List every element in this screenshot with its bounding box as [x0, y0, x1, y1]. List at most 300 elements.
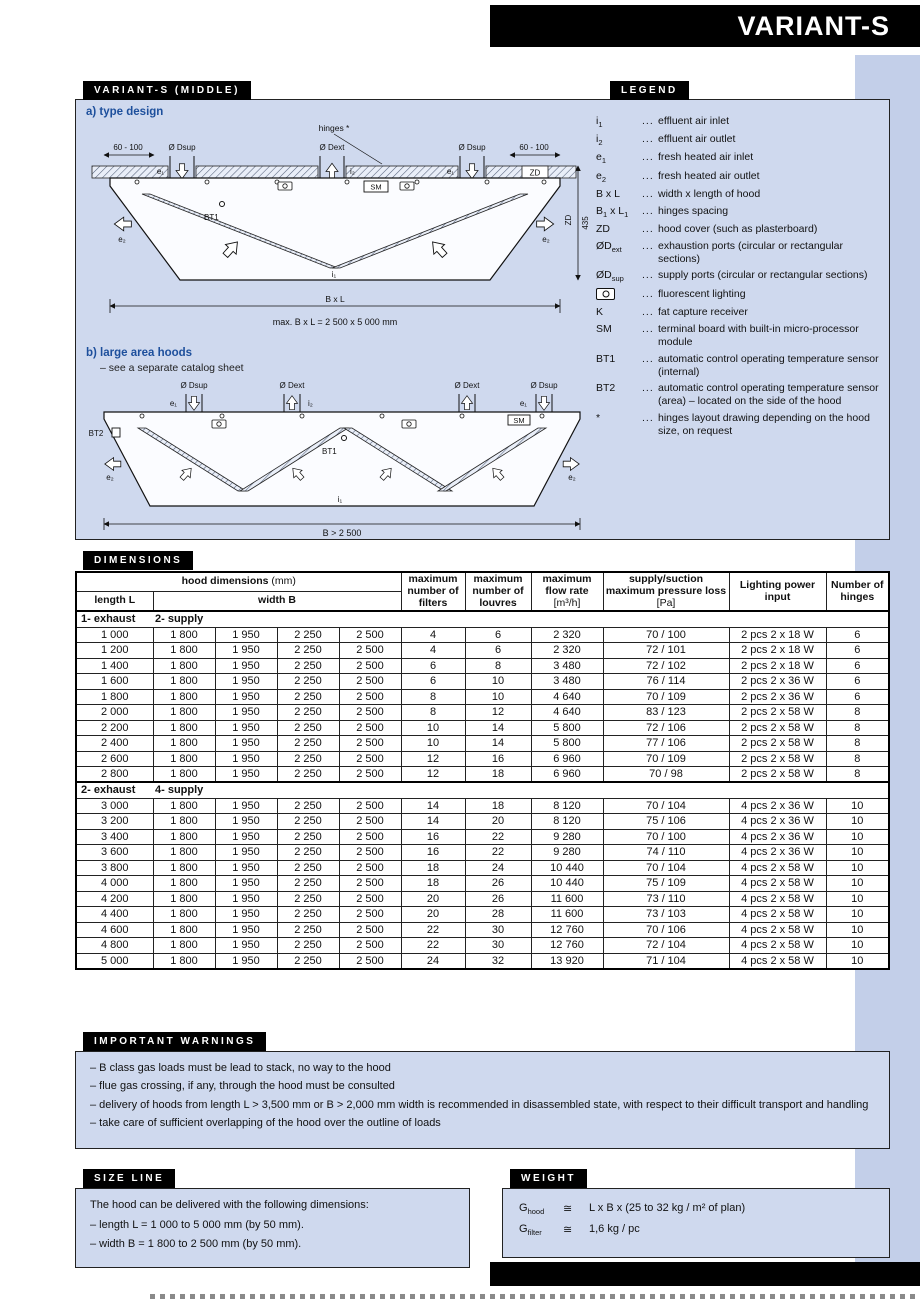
label-dext-right: Ø Dext: [454, 381, 480, 390]
supply-out-arrow-icon: [105, 458, 121, 471]
legend-symbol: $B_1$ x $L_1$: [596, 204, 629, 219]
table-row: [76, 658, 889, 674]
table-cell: 6: [465, 643, 531, 659]
legend-symbol: $e_2$: [596, 169, 607, 184]
table-cell: 28: [465, 907, 531, 923]
label-sm: SM: [370, 182, 382, 192]
table-cell: 1 800: [153, 751, 215, 767]
supply-out-arrow-icon: [114, 217, 131, 231]
label-zd-rotated: ZD: [564, 214, 573, 226]
label-bt2: BT2: [88, 429, 104, 438]
table-cell: 4 800: [76, 938, 153, 954]
table-row: [76, 829, 889, 845]
table-cell: 8: [826, 705, 889, 721]
table-cell: 1 800: [153, 767, 215, 783]
legend-dots: ...: [642, 222, 654, 235]
table-cell: 1 800: [153, 860, 215, 876]
table-cell: 8: [401, 705, 465, 721]
table-cell: 1 950: [215, 798, 277, 814]
table-cell: 72 / 102: [603, 658, 729, 674]
table-cell: 2 250: [277, 767, 339, 783]
legend-item: [596, 323, 886, 349]
label-dsup-right: Ø Dsup: [530, 381, 558, 390]
label-dim-left: 60 - 100: [113, 143, 143, 152]
legend-symbol: $i_1$: [596, 115, 603, 130]
table-cell: 1 800: [153, 705, 215, 721]
table-cell: 2 pcs 2 x 18 W: [729, 658, 826, 674]
label-e2-left: e₂: [106, 473, 114, 482]
table-cell: 2 250: [277, 953, 339, 969]
table-cell: 6: [826, 658, 889, 674]
table-cell: 2 500: [339, 736, 401, 752]
table-cell: 1 950: [215, 674, 277, 690]
label-e1-left: e₁: [156, 167, 164, 176]
exhaust-arrow-icon: [286, 396, 297, 410]
table-cell: 1 800: [153, 720, 215, 736]
table-cell: 1 950: [215, 627, 277, 643]
dimensions-table-body: [76, 611, 889, 969]
warning-item: – take care of sufficient overlapping of the hood over the outline of loads: [90, 1116, 441, 1129]
diagram-a-title: a) type design: [86, 106, 164, 118]
legend-symbol: $i_2$: [596, 133, 603, 148]
table-cell: 70 / 106: [603, 922, 729, 938]
legend-description: hinges spacing: [658, 204, 729, 217]
table-cell: 24: [401, 953, 465, 969]
table-cell: 2 500: [339, 674, 401, 690]
table-cell: 18: [465, 767, 531, 783]
table-cell: 2 250: [277, 860, 339, 876]
table-cell: 2 500: [339, 643, 401, 659]
type-design-diagram: [82, 120, 594, 348]
warning-item: – delivery of hoods from length L > 3,500 mm or B > 2,000 mm width is recommended in disassembled state, with respect to their difficult transport and handling: [90, 1098, 869, 1111]
section-label-warnings: IMPORTANT WARNINGS: [83, 1032, 266, 1051]
table-row: [76, 845, 889, 861]
legend-description: hood cover (such as plasterboard): [658, 222, 818, 235]
legend-item: [596, 288, 886, 303]
table-cell: 2 500: [339, 627, 401, 643]
table-cell: 2 500: [339, 860, 401, 876]
table-cell: 4 200: [76, 891, 153, 907]
table-cell: 1 950: [215, 876, 277, 892]
header-filters: maximum number of filters: [401, 572, 465, 611]
table-cell: 1 950: [215, 751, 277, 767]
table-cell: 2 800: [76, 767, 153, 783]
large-area-hood-diagram: [82, 378, 602, 538]
legend-symbol: BT1: [596, 352, 616, 365]
table-row: [76, 798, 889, 814]
table-cell: 2 500: [339, 798, 401, 814]
table-cell: 6 960: [531, 751, 603, 767]
table-cell: 10: [826, 829, 889, 845]
table-cell: 2 250: [277, 627, 339, 643]
table-cell: 1 800: [153, 798, 215, 814]
table-cell: 1 950: [215, 658, 277, 674]
table-cell: 4: [401, 627, 465, 643]
section-label-weight: WEIGHT: [510, 1169, 587, 1188]
table-cell: 4 pcs 2 x 58 W: [729, 953, 826, 969]
table-cell: 10 440: [531, 876, 603, 892]
table-cell: 2 500: [339, 751, 401, 767]
table-cell: 1 800: [153, 674, 215, 690]
table-cell: 22: [465, 829, 531, 845]
table-cell: 12: [465, 705, 531, 721]
table-cell: 32: [465, 953, 531, 969]
table-cell: 3 200: [76, 814, 153, 830]
table-cell: 1 400: [76, 658, 153, 674]
table-cell: 10: [826, 876, 889, 892]
label-dsup-left: Ø Dsup: [180, 381, 208, 390]
table-row: [76, 860, 889, 876]
footer-bar: [490, 1262, 920, 1286]
label-e1-left: e₁: [169, 399, 177, 408]
bt1-sensor-icon: [342, 436, 347, 441]
label-e1-right: e₁: [519, 399, 527, 408]
table-cell: 20: [401, 891, 465, 907]
table-cell: 2 250: [277, 643, 339, 659]
table-cell: 18: [401, 860, 465, 876]
table-row: [76, 922, 889, 938]
table-cell: 1 950: [215, 860, 277, 876]
table-cell: 16: [401, 829, 465, 845]
table-cell: 3 400: [76, 829, 153, 845]
table-cell: 9 280: [531, 829, 603, 845]
table-cell: 20: [465, 814, 531, 830]
legend-symbol: SM: [596, 323, 612, 336]
legend-description: exhaustion ports (circular or rectangular sections): [658, 239, 844, 265]
table-cell: 10: [826, 953, 889, 969]
table-cell: 8: [826, 720, 889, 736]
table-cell: 2 pcs 2 x 58 W: [729, 751, 826, 767]
label-max-note: max. B x L = 2 500 x 5 000 mm: [272, 317, 398, 327]
table-cell: 72 / 104: [603, 938, 729, 954]
table-cell: 2 250: [277, 938, 339, 954]
label-dext: Ø Dext: [319, 143, 345, 152]
table-cell: 3 800: [76, 860, 153, 876]
table-cell: 10: [465, 689, 531, 705]
table-section-row: 1- exhaust 2- supply: [76, 611, 889, 627]
table-cell: 8: [826, 736, 889, 752]
table-cell: 3 480: [531, 658, 603, 674]
section-label-variant-middle: VARIANT-S (MIDDLE): [83, 81, 251, 100]
supply-arrow-icon: [538, 396, 549, 410]
header-pressure-loss: supply/suction maximum pressure loss [Pa]: [603, 572, 729, 611]
table-cell: 30: [465, 938, 531, 954]
table-cell: 4: [401, 643, 465, 659]
table-cell: 2 250: [277, 876, 339, 892]
legend-symbol: B x L: [596, 187, 620, 200]
legend-item: [596, 382, 886, 408]
table-cell: 2 pcs 2 x 18 W: [729, 643, 826, 659]
supply-out-arrow-icon: [537, 217, 554, 231]
legend-description: fat capture receiver: [658, 306, 748, 319]
label-e2-left: e₂: [118, 235, 126, 244]
table-cell: 1 950: [215, 643, 277, 659]
legend-dots: ...: [642, 239, 654, 252]
table-cell: 2 250: [277, 798, 339, 814]
table-cell: 1 950: [215, 845, 277, 861]
legend-dots: ...: [642, 204, 654, 217]
header-lighting: Lighting power input: [729, 572, 826, 611]
table-cell: 10: [826, 891, 889, 907]
legend-dots: ...: [642, 187, 654, 200]
legend-description: effluent air inlet: [658, 115, 730, 127]
supply-arrow-icon: [176, 164, 188, 179]
legend-symbol: *: [596, 411, 601, 424]
table-cell: 4 pcs 2 x 58 W: [729, 876, 826, 892]
label-bt1: BT1: [204, 213, 219, 222]
table-cell: 24: [465, 860, 531, 876]
exhaust-arrow-icon: [326, 163, 338, 178]
table-cell: 2 600: [76, 751, 153, 767]
table-cell: 70 / 109: [603, 689, 729, 705]
label-i1: i₁: [331, 270, 337, 279]
table-cell: 2 500: [339, 658, 401, 674]
table-row: [76, 689, 889, 705]
table-cell: 1 800: [153, 922, 215, 938]
section-label-size-line: SIZE LINE: [83, 1169, 175, 1188]
table-cell: 1 800: [153, 829, 215, 845]
legend-item: [596, 188, 886, 201]
table-cell: 73 / 110: [603, 891, 729, 907]
table-cell: 5 800: [531, 720, 603, 736]
table-cell: 1 800: [153, 736, 215, 752]
table-cell: 72 / 106: [603, 720, 729, 736]
table-cell: 26: [465, 876, 531, 892]
table-cell: 16: [401, 845, 465, 861]
legend-symbol: $ØD_{ext}$: [596, 239, 622, 254]
table-cell: 14: [465, 736, 531, 752]
label-i1: i₁: [337, 495, 343, 504]
table-cell: 2 500: [339, 953, 401, 969]
table-cell: 4 pcs 2 x 36 W: [729, 814, 826, 830]
table-cell: 73 / 103: [603, 907, 729, 923]
legend-dots: ...: [642, 323, 654, 336]
legend-item: [596, 412, 886, 438]
legend-item: [596, 223, 886, 236]
table-cell: 75 / 109: [603, 876, 729, 892]
table-cell: 30: [465, 922, 531, 938]
table-section-row: 2- exhaust 4- supply: [76, 782, 889, 798]
table-cell: 2 500: [339, 922, 401, 938]
supply-arrow-icon: [466, 164, 478, 179]
label-dsup-right: Ø Dsup: [458, 143, 486, 152]
table-cell: 2 500: [339, 689, 401, 705]
legend-dots: ...: [642, 382, 654, 395]
table-cell: 8: [826, 767, 889, 783]
table-row: [76, 705, 889, 721]
table-cell: 6: [401, 658, 465, 674]
table-cell: 11 600: [531, 891, 603, 907]
header-hinges: Number of hinges: [826, 572, 889, 611]
table-cell: 2 pcs 2 x 58 W: [729, 720, 826, 736]
legend-item: [596, 306, 886, 319]
label-i2: i₂: [308, 399, 313, 408]
bt2-sensor-icon: [112, 428, 120, 437]
table-cell: 74 / 110: [603, 845, 729, 861]
table-cell: 2 250: [277, 689, 339, 705]
table-cell: 70 / 104: [603, 798, 729, 814]
table-cell: 2 400: [76, 736, 153, 752]
table-cell: 1 950: [215, 907, 277, 923]
legend-item: [596, 170, 886, 184]
weight-line: $G_{hood}$ ≅ L x B x (25 to 32 kg / m² of plan): [519, 1202, 746, 1217]
table-row: [76, 938, 889, 954]
legend-dots: ...: [642, 133, 654, 146]
table-row: [76, 643, 889, 659]
table-cell: 2 500: [339, 938, 401, 954]
table-cell: 4 600: [76, 922, 153, 938]
legend-description: automatic control operating temperature sensor (internal): [658, 352, 879, 378]
table-cell: 1 800: [153, 891, 215, 907]
legend-description: fresh heated air inlet: [658, 151, 754, 164]
table-cell: 3 600: [76, 845, 153, 861]
header-louvres: maximum number of louvres: [465, 572, 531, 611]
page-header: [490, 5, 920, 47]
table-cell: 14: [401, 814, 465, 830]
table-cell: 2 500: [339, 705, 401, 721]
legend-item: [596, 151, 886, 165]
label-height-435: 435: [581, 216, 590, 230]
diagram-b-title: b) large area hoods: [86, 347, 193, 359]
legend-item: [596, 240, 886, 266]
table-cell: 10: [826, 860, 889, 876]
table-cell: 2 500: [339, 907, 401, 923]
legend-dots: ...: [642, 169, 654, 182]
table-cell: 1 950: [215, 705, 277, 721]
supply-out-arrow-icon: [563, 458, 579, 471]
legend-description: hinges layout drawing depending on the hood size, on request: [658, 411, 870, 437]
size-line-items: [90, 1219, 455, 1250]
legend-item: [596, 115, 886, 129]
table-cell: 83 / 123: [603, 705, 729, 721]
header-width: width B: [153, 592, 401, 612]
legend-dots: ...: [642, 411, 654, 424]
table-cell: 12: [401, 751, 465, 767]
label-zd: ZD: [529, 168, 541, 178]
table-cell: 76 / 114: [603, 674, 729, 690]
table-cell: 6: [826, 689, 889, 705]
table-cell: 70 / 100: [603, 627, 729, 643]
table-cell: 1 200: [76, 643, 153, 659]
table-cell: 70 / 104: [603, 860, 729, 876]
label-dext-left: Ø Dext: [279, 381, 305, 390]
table-row: [76, 736, 889, 752]
table-cell: 6: [826, 627, 889, 643]
table-cell: 6: [826, 674, 889, 690]
table-cell: 4 pcs 2 x 36 W: [729, 798, 826, 814]
table-cell: 10 440: [531, 860, 603, 876]
table-cell: 4 pcs 2 x 58 W: [729, 907, 826, 923]
table-cell: 2 250: [277, 751, 339, 767]
section-label-legend: LEGEND: [610, 81, 689, 100]
legend-item: [596, 133, 886, 147]
legend-item: [596, 205, 886, 219]
legend-item: [596, 269, 886, 283]
page-title: VARIANT-S: [737, 10, 890, 41]
table-cell: 72 / 101: [603, 643, 729, 659]
legend-symbol: BT2: [596, 382, 616, 395]
table-cell: 2 500: [339, 814, 401, 830]
table-cell: 2 pcs 2 x 58 W: [729, 736, 826, 752]
legend-symbol: $ØD_{sup}$: [596, 269, 624, 284]
table-cell: 4 640: [531, 689, 603, 705]
table-row: [76, 751, 889, 767]
table-cell: 2 pcs 2 x 58 W: [729, 767, 826, 783]
table-cell: 1 800: [153, 814, 215, 830]
label-e2-right: e₂: [542, 235, 550, 244]
table-cell: 5 800: [531, 736, 603, 752]
hood-outline: [110, 178, 560, 280]
legend-item: [596, 353, 886, 379]
label-bt1: BT1: [322, 447, 337, 456]
label-b-dim: B > 2 500: [322, 528, 362, 538]
page-ruler: [150, 1294, 920, 1299]
table-cell: 13 920: [531, 953, 603, 969]
table-cell: 1 800: [153, 658, 215, 674]
table-row: [76, 953, 889, 969]
table-cell: 10: [826, 814, 889, 830]
legend-dots: ...: [642, 306, 654, 319]
table-cell: 3 480: [531, 674, 603, 690]
legend-dots: ...: [642, 269, 654, 282]
table-cell: 12 760: [531, 922, 603, 938]
label-e1-right: e₁: [446, 167, 454, 176]
size-line-intro: The hood can be delivered with the following dimensions:: [90, 1199, 369, 1211]
table-cell: 70 / 98: [603, 767, 729, 783]
table-cell: 2 500: [339, 829, 401, 845]
table-cell: 2 250: [277, 674, 339, 690]
table-cell: 2 250: [277, 891, 339, 907]
legend-dots: ...: [642, 352, 654, 365]
table-cell: 1 950: [215, 720, 277, 736]
table-cell: 18: [465, 798, 531, 814]
legend-description: fresh heated air outlet: [658, 169, 760, 182]
label-e2-right: e₂: [568, 473, 576, 482]
table-cell: 1 950: [215, 953, 277, 969]
table-cell: 1 800: [153, 845, 215, 861]
table-cell: 1 950: [215, 689, 277, 705]
table-cell: 2 250: [277, 705, 339, 721]
table-cell: 2 250: [277, 829, 339, 845]
table-cell: 8: [826, 751, 889, 767]
table-cell: 4 pcs 2 x 58 W: [729, 922, 826, 938]
table-cell: 4 400: [76, 907, 153, 923]
table-cell: 10: [401, 736, 465, 752]
table-cell: 10: [826, 907, 889, 923]
table-row: [76, 907, 889, 923]
table-cell: 1 800: [153, 907, 215, 923]
table-cell: 6: [401, 674, 465, 690]
warning-item: – flue gas crossing, if any, through the hood must be consulted: [90, 1080, 395, 1093]
header-flow-rate: maximum flow rate [m³/h]: [531, 572, 603, 611]
exhaust-arrow-icon: [461, 396, 472, 410]
table-cell: 70 / 100: [603, 829, 729, 845]
table-cell: 9 280: [531, 845, 603, 861]
lamp-icon: [596, 288, 642, 303]
table-cell: 14: [401, 798, 465, 814]
legend-symbol: K: [596, 306, 604, 319]
table-cell: 8: [465, 658, 531, 674]
table-cell: 10: [826, 845, 889, 861]
table-cell: 2 250: [277, 922, 339, 938]
table-cell: 2 320: [531, 627, 603, 643]
hood-outline: [104, 412, 580, 506]
weight-lines: [502, 1188, 890, 1258]
legend-dots: ...: [642, 115, 654, 127]
table-cell: 8 120: [531, 798, 603, 814]
table-cell: 2 500: [339, 767, 401, 783]
label-hinges-note: hinges *: [318, 123, 350, 133]
